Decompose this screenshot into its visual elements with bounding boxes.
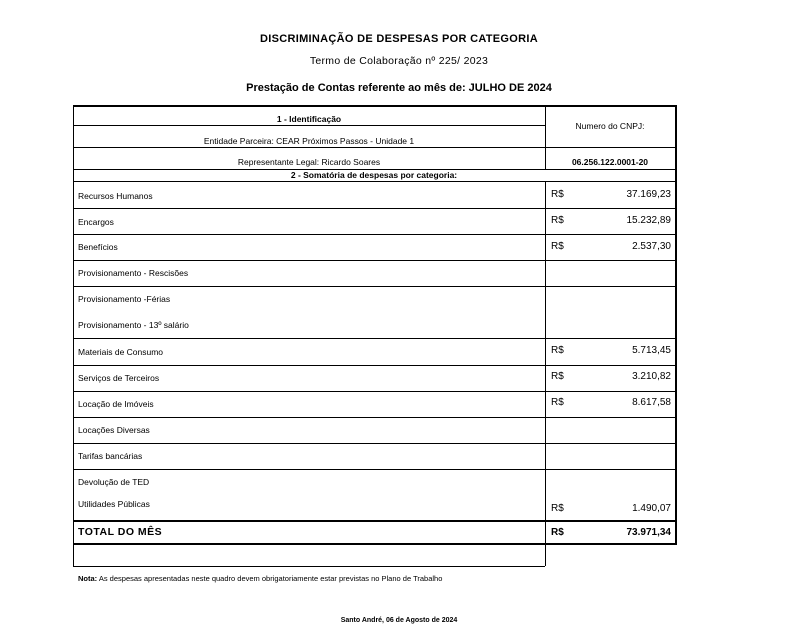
row-label: Provisionamento - Rescisões <box>78 268 189 278</box>
row-label: Benefícios <box>78 242 118 252</box>
row-currency: R$ <box>551 397 564 408</box>
place-date: Santo André, 06 de Agosto de 2024 <box>340 617 458 624</box>
row-label: Locações Diversas <box>78 425 150 435</box>
legal-representative: Representante Legal: Ricardo Soares <box>237 157 381 167</box>
row-amount: 5.713,45 <box>632 345 671 356</box>
row-amount: 8.617,58 <box>632 397 671 408</box>
report-period: Prestação de Contas referente ao mês de: JULHO DE 2024 <box>246 82 552 94</box>
row-label: Serviços de Terceiros <box>78 373 160 383</box>
row-currency: R$ <box>551 371 564 382</box>
total-amount: 73.971,34 <box>626 527 671 538</box>
term-reference: Termo de Colaboração nº 225/ 2023 <box>309 55 489 67</box>
row-label: Recursos Humanos <box>78 191 153 201</box>
partner-entity: Entidade Parceira: CEAR Próximos Passos - Unidade 1 <box>203 136 415 146</box>
cnpj-label: Numero do CNPJ: <box>575 121 645 131</box>
row-label: Materiais de Consumo <box>78 347 164 357</box>
row-currency: R$ <box>551 241 564 252</box>
row-label: Provisionamento - 13º salário <box>78 320 189 330</box>
row-label: Utilidades Públicas <box>78 499 150 509</box>
total-label: TOTAL DO MÊS <box>78 526 163 538</box>
row-amount: 1.490,07 <box>632 503 671 514</box>
cnpj-value: 06.256.122.0001-20 <box>571 157 649 167</box>
row-amount: 37.169,23 <box>626 189 671 200</box>
row-amount: 15.232,89 <box>626 215 671 226</box>
footnote-label: Nota: <box>78 574 98 583</box>
identification-section-title: 1 - Identificação <box>276 114 342 124</box>
expenses-section-title: 2 - Somatória de despesas por categoria: <box>290 170 458 180</box>
row-label: Encargos <box>78 217 114 227</box>
row-label: Devolução de TED <box>78 477 150 487</box>
row-label: Locação de Imóveis <box>78 399 154 409</box>
row-amount: 2.537,30 <box>632 241 671 252</box>
footnote <box>78 574 442 583</box>
footnote-text: As despesas apresentadas neste quadro devem obrigatoriamente estar previstas no Plano de Trabalho <box>97 574 443 583</box>
row-currency: R$ <box>551 503 564 514</box>
row-label: Provisionamento -Férias <box>78 294 171 304</box>
row-currency: R$ <box>551 189 564 200</box>
document-title: DISCRIMINAÇÃO DE DESPESAS POR CATEGORIA <box>260 33 538 45</box>
row-currency: R$ <box>551 345 564 356</box>
total-currency: R$ <box>551 527 564 538</box>
row-label: Tarifas bancárias <box>78 451 143 461</box>
row-currency: R$ <box>551 215 564 226</box>
row-amount: 3.210,82 <box>632 371 671 382</box>
